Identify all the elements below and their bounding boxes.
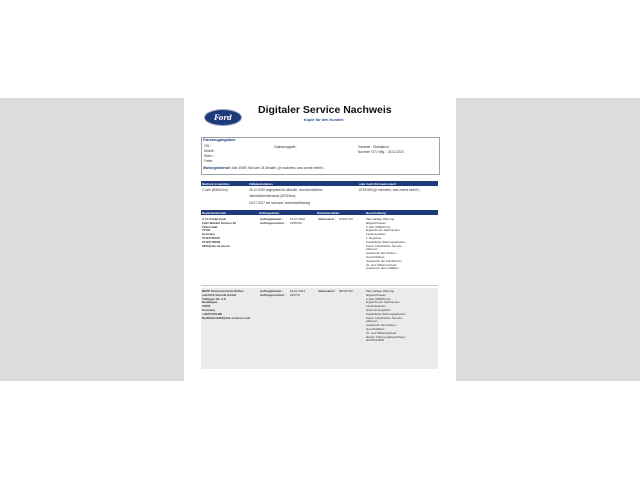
row-divider xyxy=(201,285,438,286)
vin-label: VIN : xyxy=(204,144,212,148)
next-inspection-km: 87392KM (je nachdem, was zuerst eintritt ) xyxy=(359,188,420,192)
record-1-km-label: Ablesewert : xyxy=(318,217,336,221)
next-inspection-line-1: 26.10.2020 angepasst für aktuelle, durchschnittliche xyxy=(249,188,323,192)
interval-label: Wartungsintervall : xyxy=(203,166,232,170)
record-2-date: 24.01.2024 xyxy=(290,289,306,293)
motor-label: Motor : xyxy=(204,154,214,158)
records-header: Reparaturbetrieb Auftragsdaten Kilometerzähler Beschreibung xyxy=(201,210,438,215)
record-1-description: Planmäßige Wartung abgeschlossen 2 Jahr (60000 km) Ergebnis der Karosserie-/ Lackinspektion 1. Ergebnis Zusätzliche Wartungsarbeiten Keine zusätzlichen Service Aktionen Austausch des Pollen-/ Geruchsfilters Austausch der Zündkerzen Öl- und Ölfilterwechsel Austausch des Luftfilters xyxy=(366,217,406,271)
next-inspection-interval: 2 Jahr (60000 km) xyxy=(202,188,228,192)
document-title: Digitaler Service Nachweis xyxy=(258,104,392,116)
document-subtitle: Kopie für den Kunden xyxy=(304,118,344,122)
left-gray-margin xyxy=(0,98,184,381)
record-1-date: 16.07.2020 xyxy=(290,217,306,221)
record-2-number-label: Auftragsnummer : xyxy=(260,293,287,297)
record-1-km: 37363 KM xyxy=(339,217,353,221)
record-1-number: 1565790 xyxy=(290,221,302,225)
garantie-label: Garantie - Startdatum : xyxy=(358,145,391,149)
record-2-workshop: BEPP Gärtnerzentrum Reifen und KFZ-Technik GmbH Tübinger Str. 3-6 Reutlingen 72555 Germany +49071279490 ReifReifenbt02@bfz-services.com xyxy=(202,289,251,320)
interval-value: Alle 30000 KM oder 24 Monate ( je nachdem, was zuerst eintritt ) xyxy=(232,166,324,170)
record-2-km-label: Ablesewert : xyxy=(318,289,336,293)
right-gray-margin xyxy=(456,98,640,381)
tcv-number: Nummer TCV Mitg. : 26.02.2020 xyxy=(358,150,404,154)
record-2-date-label: Auftragsdatum : xyxy=(260,289,284,293)
next-inspection-line-2: Jahreskilometerstand (30764km) xyxy=(249,194,296,198)
record-1-date-label: Auftragsdatum : xyxy=(260,217,284,221)
zulassungsjahr-label: Zulassungsjahr : xyxy=(274,145,298,149)
farbe-label: Farbe : xyxy=(204,159,215,163)
record-1-workshop: A.T.U Filderstadt Felix Wankel Strasse 32 Filderstadt 70794 Germany 07116760007 07116748059 0355@atu.de.atu.eu xyxy=(202,217,236,248)
record-1-number-label: Auftragsnummer : xyxy=(260,221,287,225)
next-inspection-line-3: 16.07.2027 bei normaler Jahreslaufleistung xyxy=(249,201,311,205)
record-2-km: 98723 KM xyxy=(339,289,353,293)
service-document xyxy=(184,98,456,381)
model-label: Modell : xyxy=(204,149,216,153)
ford-logo: Ford xyxy=(204,109,242,126)
vehicle-section-title: Fahrzeugangaben xyxy=(203,138,236,142)
record-2-description: Planmäßige Wartung abgeschlossen 2 Jahr (60000 km) Ergebnis der Karosserie-/ Lackinspektion Nicht durchgeführt Zusätzliche Wartungsarbeiten Keine zusätzlichen Service- Aktionen Austausch des Pollen-/ Geruchsfilters Öl- und Ölfilterwechsel Diesel: Fahrzeugüberprüfung HUS/FS/SPR xyxy=(366,289,406,343)
next-inspection-header: Nächste Inspektion Fälligkeitsdatum oder nach Kilometerstand xyxy=(201,181,438,186)
record-2-number: 226715 xyxy=(290,293,301,297)
